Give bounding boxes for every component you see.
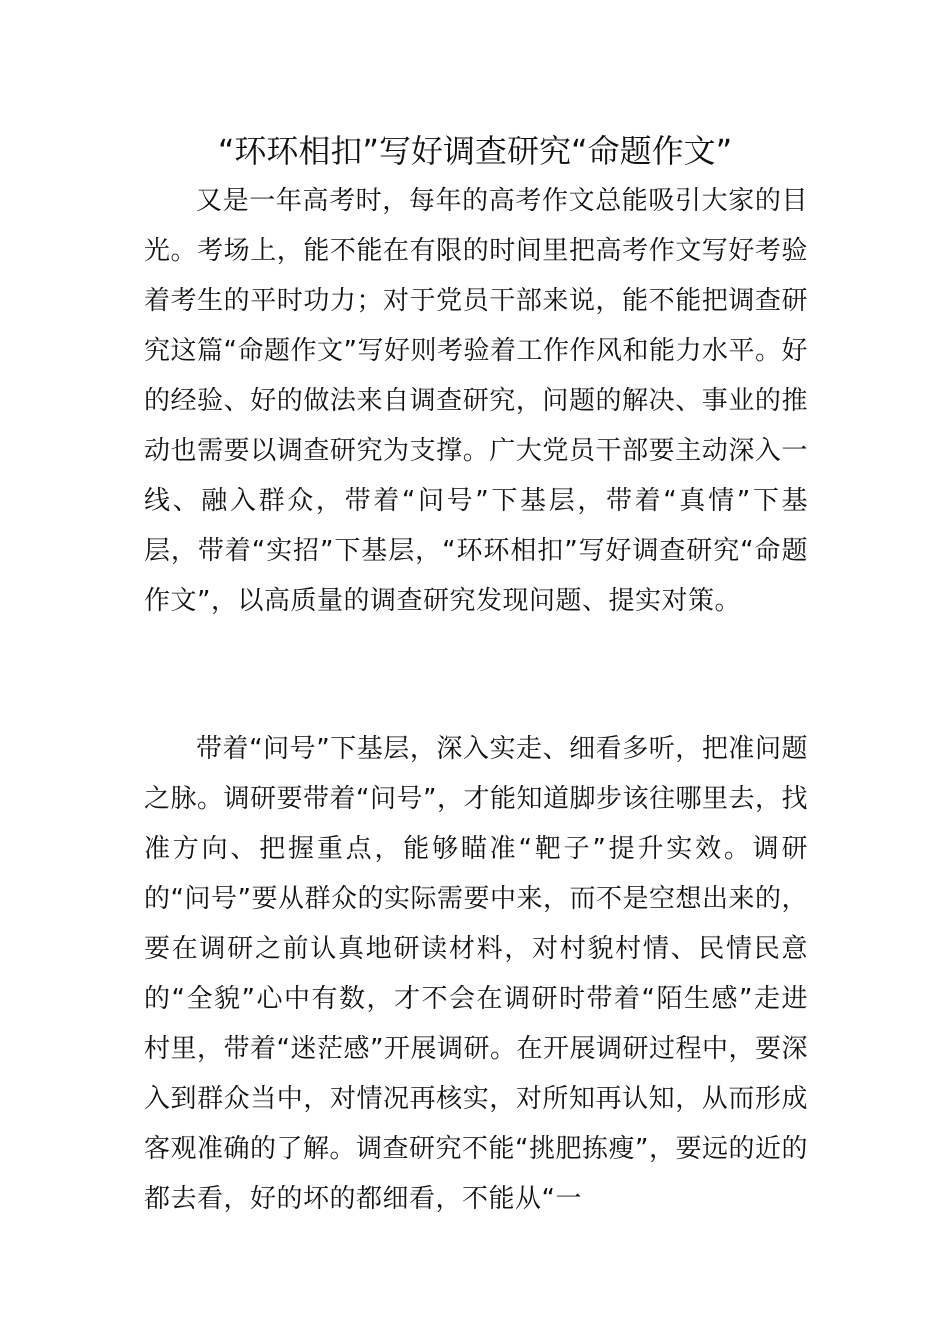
paragraph-questions: 带着“问号”下基层，深入实走、细看多听，把准问题之脉。调研要带着“问号”，才能知道脚步该往哪里去，找准方向、把握重点，能够瞄准“靶子”提升实效。调研的“问号”要从群众的实际需要中来，而不是空想出来的，要在调研之前认真地研读材料，对村貌村情、民情民意的“全貌”心中有数，才不会在调研时带着“陌生感”走进村里，带着“迷茫感”开展调研。在开展调研过程中，要深入到群众当中，对情况再核实，对所知再认知，从而形成客观准确的了解。调查研究不能“挑肥拣瘦”，要远的近的都去看，好的坏的都细看，不能从“一 bbox=[144, 734, 808, 1214]
document-title: “环环相扣”写好调查研究“命题作文” bbox=[217, 132, 733, 170]
paragraph-intro: 又是一年高考时，每年的高考作文总能吸引大家的目光。考场上，能不能在有限的时间里把高考作文写好考验着考生的平时功力；对于党员干部来说，能不能把调查研究这篇“命题作文”写好则考验着工作作风和能力水平。好的经验、好的做法来自调查研究，问题的解决、事业的推动也需要以调查研究为支撑。广大党员干部要主动深入一线、融入群众，带着“问号”下基层，带着“真情”下基层，带着“实招”下基层，“环环相扣”写好调查研究“命题作文”，以高质量的调查研究发现问题、提实对策。 bbox=[144, 186, 808, 616]
